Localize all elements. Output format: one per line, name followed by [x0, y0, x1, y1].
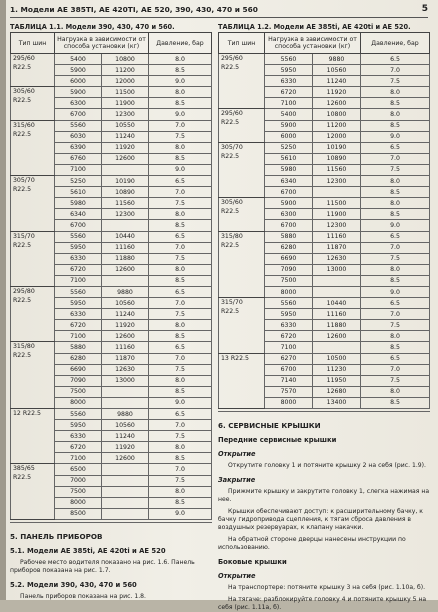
- load-dual-cell: 11500: [313, 198, 361, 209]
- load-single-cell: 6690: [55, 364, 102, 375]
- closing-text-1: Прижмите крышку и закрутите головку 1, слегка нажимая на нее.: [218, 488, 430, 503]
- pressure-cell: 7.0: [149, 464, 212, 475]
- pressure-cell: 8.0: [361, 264, 430, 275]
- load-dual-cell: [102, 220, 149, 231]
- table-row: [219, 298, 430, 309]
- load-dual-cell: [102, 486, 149, 497]
- load-single-cell: 6000: [55, 76, 102, 87]
- pressure-cell: 6.5: [361, 353, 430, 364]
- load-single-cell: 6700: [55, 220, 102, 231]
- load-dual-cell: [313, 187, 361, 198]
- load-dual-cell: 12600: [102, 153, 149, 164]
- pressure-cell: 9.0: [149, 76, 212, 87]
- load-dual-cell: 12600: [313, 98, 361, 109]
- load-dual-cell: 10890: [102, 187, 149, 198]
- load-single-cell: 7100: [55, 453, 102, 464]
- load-single-cell: 6280: [55, 353, 102, 364]
- load-dual-cell: 11560: [102, 198, 149, 209]
- load-dual-cell: 10800: [313, 109, 361, 120]
- pressure-cell: 7.0: [149, 298, 212, 309]
- table1-title: ТАБЛИЦА 1.1. Модели 390, 430, 470 и 560.: [10, 23, 175, 31]
- load-single-cell: 6720: [55, 442, 102, 453]
- tire-type-cell: 295/80 R22.5: [11, 286, 55, 341]
- load-single-cell: 8500: [55, 508, 102, 519]
- section51-heading: 5.1. Модели AE 385ti, AE 420ti и AE 520: [10, 546, 166, 555]
- load-dual-cell: 11920: [102, 442, 149, 453]
- load-dual-cell: 10560: [102, 420, 149, 431]
- pressure-cell: 7.5: [361, 164, 430, 175]
- section5-heading: 5. ПАНЕЛЬ ПРИБОРОВ: [10, 531, 103, 541]
- pressure-cell: 8.5: [149, 386, 212, 397]
- pressure-cell: 8.0: [149, 142, 212, 153]
- opening-text: Открутите головку 1 и потяните крышку 2 на себя (рис. 1.9).: [228, 462, 426, 469]
- load-single-cell: 7100: [265, 98, 313, 109]
- pressure-cell: 7.5: [361, 375, 430, 386]
- running-header: [10, 5, 428, 18]
- table-row: [11, 409, 212, 420]
- opening-heading: Открытие: [218, 450, 256, 458]
- pressure-cell: 7.0: [361, 309, 430, 320]
- pressure-cell: 8.5: [149, 65, 212, 76]
- load-dual-cell: [102, 508, 149, 519]
- load-single-cell: 6330: [55, 431, 102, 442]
- closing-heading: Закрытие: [218, 476, 256, 484]
- load-dual-cell: 11240: [313, 76, 361, 87]
- tire-type-cell: 295/60 R22.5: [219, 109, 265, 142]
- load-dual-cell: 12000: [102, 76, 149, 87]
- load-dual-cell: 9880: [313, 54, 361, 65]
- tire-type-cell: 295/60 R22.5: [219, 54, 265, 109]
- table1-col-pressure: Давление, бар: [149, 33, 212, 54]
- pressure-cell: 8.5: [361, 187, 430, 198]
- load-dual-cell: 11900: [102, 98, 149, 109]
- load-dual-cell: 11920: [102, 142, 149, 153]
- load-single-cell: 5980: [265, 164, 313, 175]
- pressure-cell: 8.0: [149, 209, 212, 220]
- load-dual-cell: 13000: [102, 375, 149, 386]
- pressure-cell: 7.5: [149, 198, 212, 209]
- load-single-cell: 6500: [55, 464, 102, 475]
- pressure-cell: 9.0: [361, 220, 430, 231]
- table-row: [11, 342, 212, 353]
- table1-header-row: [11, 33, 212, 54]
- pressure-cell: 8.0: [149, 54, 212, 65]
- load-single-cell: 5560: [55, 286, 102, 297]
- load-single-cell: 5560: [55, 409, 102, 420]
- table-row: [219, 198, 430, 209]
- load-dual-cell: 9880: [102, 409, 149, 420]
- load-dual-cell: 10440: [313, 298, 361, 309]
- pressure-cell: 9.0: [361, 131, 430, 142]
- load-dual-cell: 12300: [313, 220, 361, 231]
- load-dual-cell: 10890: [313, 153, 361, 164]
- pressure-cell: 7.0: [149, 353, 212, 364]
- pressure-cell: 8.0: [361, 87, 430, 98]
- pressure-cell: 8.5: [149, 497, 212, 508]
- load-single-cell: 6760: [55, 153, 102, 164]
- pressure-cell: 8.5: [149, 453, 212, 464]
- right-column: [218, 22, 430, 612]
- load-single-cell: 6330: [55, 253, 102, 264]
- pressure-cell: 7.5: [149, 364, 212, 375]
- pressure-cell: 8.0: [149, 87, 212, 98]
- load-dual-cell: 11500: [102, 87, 149, 98]
- table-row: [11, 286, 212, 297]
- section51-text: Рабочее место водителя показано на рис. 1.6. Панель приборов показана на рис. 1.7.: [10, 558, 195, 574]
- load-dual-cell: 11240: [102, 131, 149, 142]
- load-single-cell: 5400: [265, 109, 313, 120]
- load-single-cell: 6300: [265, 209, 313, 220]
- load-single-cell: 6300: [55, 98, 102, 109]
- pressure-cell: 9.0: [149, 508, 212, 519]
- load-single-cell: 8000: [265, 286, 313, 297]
- load-single-cell: 7500: [55, 386, 102, 397]
- pressure-cell: 8.0: [149, 375, 212, 386]
- pressure-cell: 8.5: [361, 275, 430, 286]
- load-single-cell: 6720: [55, 264, 102, 275]
- side-covers-heading: Боковые крышки: [218, 558, 287, 566]
- load-dual-cell: 11920: [313, 87, 361, 98]
- load-single-cell: 6000: [265, 131, 313, 142]
- load-dual-cell: 11230: [313, 364, 361, 375]
- closing-text-3: На обратной стороне дверцы нанесены инструкции по использованию.: [218, 536, 406, 551]
- table2-col-pressure: Давление, бар: [361, 33, 430, 54]
- load-single-cell: 5610: [55, 187, 102, 198]
- load-single-cell: 5250: [265, 142, 313, 153]
- header-title: 1. Модели AE 385TI, AE 420TI, AE 520, 390, 430, 470 и 560: [10, 5, 258, 14]
- pressure-cell: 8.5: [361, 120, 430, 131]
- pressure-cell: 8.5: [149, 331, 212, 342]
- table-row: [219, 54, 430, 65]
- side-opening-text-1: На транспортере: потяните крышку 3 на себя (рис. 1.10a, б).: [228, 584, 426, 591]
- load-single-cell: 6720: [265, 331, 313, 342]
- load-single-cell: 7000: [55, 475, 102, 486]
- load-dual-cell: 10190: [313, 142, 361, 153]
- load-single-cell: 5950: [265, 309, 313, 320]
- load-single-cell: 5950: [55, 420, 102, 431]
- load-single-cell: 5900: [265, 198, 313, 209]
- load-dual-cell: [313, 342, 361, 353]
- pressure-cell: 8.5: [361, 342, 430, 353]
- load-single-cell: 5900: [55, 87, 102, 98]
- load-single-cell: 6280: [265, 242, 313, 253]
- pressure-cell: 7.0: [361, 65, 430, 76]
- pressure-cell: 6.5: [149, 409, 212, 420]
- pressure-cell: 7.5: [361, 253, 430, 264]
- side-opening-text-2: На тягаче: разблокируйте головку 4 и потяните крышку 5 на себя (рис. 1.11a, б).: [218, 596, 427, 611]
- table-row: [11, 87, 212, 98]
- load-dual-cell: 11240: [102, 431, 149, 442]
- load-dual-cell: [102, 464, 149, 475]
- pressure-cell: 6.5: [361, 298, 430, 309]
- load-single-cell: 6270: [265, 353, 313, 364]
- load-single-cell: 6330: [55, 309, 102, 320]
- pressure-cell: 6.5: [149, 231, 212, 242]
- load-single-cell: 6690: [265, 253, 313, 264]
- load-dual-cell: 12300: [102, 209, 149, 220]
- load-single-cell: 7090: [265, 264, 313, 275]
- load-single-cell: 5880: [265, 231, 313, 242]
- load-dual-cell: 11900: [313, 209, 361, 220]
- pressure-cell: 7.5: [149, 309, 212, 320]
- load-dual-cell: 11870: [313, 242, 361, 253]
- tire-type-cell: 315/80 R22.5: [219, 231, 265, 298]
- load-single-cell: 6030: [55, 131, 102, 142]
- load-dual-cell: [313, 286, 361, 297]
- load-single-cell: 5900: [265, 120, 313, 131]
- pressure-cell: 7.0: [149, 420, 212, 431]
- pressure-cell: 7.5: [361, 320, 430, 331]
- load-single-cell: 7140: [265, 375, 313, 386]
- pressure-cell: 8.0: [361, 331, 430, 342]
- load-single-cell: 6720: [55, 320, 102, 331]
- load-single-cell: 5560: [265, 298, 313, 309]
- pressure-cell: 8.0: [149, 442, 212, 453]
- pressure-cell: 6.5: [361, 142, 430, 153]
- load-single-cell: 6330: [265, 76, 313, 87]
- pressure-cell: 8.5: [149, 153, 212, 164]
- pressure-cell: 9.0: [361, 286, 430, 297]
- load-single-cell: 8000: [55, 497, 102, 508]
- load-dual-cell: 12600: [313, 331, 361, 342]
- section52-text: Панель приборов показана на рис. 1.8.: [20, 592, 146, 600]
- load-dual-cell: [102, 275, 149, 286]
- side-opening-heading: Открытие: [218, 572, 256, 580]
- load-single-cell: 6700: [55, 109, 102, 120]
- load-dual-cell: 12630: [313, 253, 361, 264]
- section-divider: [10, 522, 212, 523]
- table2-header-row: [219, 33, 430, 54]
- section6-heading: 6. СЕРВИСНЫЕ КРЫШКИ: [218, 421, 321, 430]
- pressure-cell: 7.0: [149, 242, 212, 253]
- tire-type-cell: 315/80 R22.5: [11, 342, 55, 409]
- load-single-cell: 8000: [55, 397, 102, 408]
- load-dual-cell: [102, 164, 149, 175]
- load-single-cell: 8000: [265, 397, 313, 408]
- table1-col-load: Нагрузка в зависимости от способа установки (кг): [55, 33, 149, 54]
- load-single-cell: 5950: [55, 298, 102, 309]
- load-dual-cell: 10800: [102, 54, 149, 65]
- load-single-cell: 7090: [55, 375, 102, 386]
- table-row: [219, 109, 430, 120]
- load-dual-cell: 11560: [313, 164, 361, 175]
- load-dual-cell: [102, 497, 149, 508]
- front-covers-heading: Передние сервисные крышки: [218, 436, 337, 444]
- load-single-cell: 5560: [55, 231, 102, 242]
- tire-type-cell: 295/60 R22.5: [11, 54, 55, 87]
- load-single-cell: 7570: [265, 386, 313, 397]
- pressure-cell: 8.0: [361, 109, 430, 120]
- tire-type-cell: 305/70 R22.5: [11, 176, 55, 231]
- load-single-cell: 5950: [55, 242, 102, 253]
- load-dual-cell: 11870: [102, 353, 149, 364]
- load-dual-cell: 11950: [313, 375, 361, 386]
- load-dual-cell: 10440: [102, 231, 149, 242]
- load-dual-cell: 10560: [102, 298, 149, 309]
- pressure-cell: 7.5: [149, 253, 212, 264]
- pressure-cell: 6.5: [149, 342, 212, 353]
- pressure-cell: 9.0: [149, 109, 212, 120]
- load-single-cell: 5560: [55, 120, 102, 131]
- load-single-cell: 5610: [265, 153, 313, 164]
- left-column: [10, 22, 212, 601]
- load-dual-cell: 12300: [102, 109, 149, 120]
- pressure-cell: 6.5: [361, 54, 430, 65]
- load-dual-cell: 10550: [102, 120, 149, 131]
- tire-type-cell: 305/60 R22.5: [219, 198, 265, 231]
- load-single-cell: 6340: [265, 176, 313, 187]
- table-row: [219, 231, 430, 242]
- pressure-cell: 8.5: [149, 98, 212, 109]
- pressure-cell: 6.5: [149, 176, 212, 187]
- load-dual-cell: 10560: [313, 65, 361, 76]
- load-single-cell: 6700: [265, 364, 313, 375]
- load-dual-cell: 13000: [313, 264, 361, 275]
- load-single-cell: 6390: [55, 142, 102, 153]
- table-row: [11, 120, 212, 131]
- load-dual-cell: 12600: [102, 264, 149, 275]
- load-dual-cell: 11160: [313, 231, 361, 242]
- load-single-cell: 5560: [265, 54, 313, 65]
- table2-col-load: Нагрузка в зависимости от способа установки (кг): [265, 33, 361, 54]
- load-single-cell: 6700: [265, 220, 313, 231]
- load-dual-cell: [313, 275, 361, 286]
- pressure-cell: 8.0: [149, 486, 212, 497]
- document-page: [6, 0, 438, 611]
- load-single-cell: 5250: [55, 176, 102, 187]
- pressure-cell: 7.5: [149, 131, 212, 142]
- pressure-cell: 8.0: [149, 264, 212, 275]
- pressure-cell: 8.0: [361, 176, 430, 187]
- load-single-cell: 7500: [265, 275, 313, 286]
- load-dual-cell: 11160: [102, 242, 149, 253]
- load-single-cell: 7100: [55, 164, 102, 175]
- tire-type-cell: 305/60 R22.5: [11, 87, 55, 120]
- pressure-cell: 7.0: [361, 242, 430, 253]
- pressure-cell: 8.5: [149, 220, 212, 231]
- table-row: [11, 231, 212, 242]
- load-dual-cell: 11200: [102, 65, 149, 76]
- table-row: [11, 176, 212, 187]
- load-single-cell: 7100: [265, 342, 313, 353]
- table2-title: ТАБЛИЦА 1.2. Модели AE 385ti, AE 420ti и AE 520.: [218, 23, 411, 31]
- load-single-cell: 5980: [55, 198, 102, 209]
- pressure-cell: 7.5: [361, 76, 430, 87]
- load-dual-cell: 11240: [102, 309, 149, 320]
- pressure-cell: 9.0: [149, 164, 212, 175]
- load-dual-cell: 11920: [102, 320, 149, 331]
- pressure-cell: 8.5: [361, 98, 430, 109]
- load-dual-cell: [102, 397, 149, 408]
- tire-type-cell: 315/70 R22.5: [219, 298, 265, 353]
- load-dual-cell: 12600: [102, 453, 149, 464]
- load-single-cell: 6720: [265, 87, 313, 98]
- tire-type-cell: 315/60 R22.5: [11, 120, 55, 175]
- pressure-cell: 6.5: [149, 286, 212, 297]
- tire-type-cell: 385/65 R22.5: [11, 464, 55, 519]
- table2-col-tire: Тип шин: [219, 33, 265, 54]
- load-single-cell: 5900: [55, 65, 102, 76]
- pressure-cell: 7.0: [361, 153, 430, 164]
- load-single-cell: 6340: [55, 209, 102, 220]
- tire-type-cell: 12 R22.5: [11, 409, 55, 464]
- load-dual-cell: 9880: [102, 286, 149, 297]
- tire-type-cell: 13 R22.5: [219, 353, 265, 408]
- page-number: 5: [421, 4, 428, 14]
- load-single-cell: 5950: [265, 65, 313, 76]
- load-single-cell: 7500: [55, 486, 102, 497]
- load-dual-cell: 10190: [102, 176, 149, 187]
- closing-text-2: Крышки обеспечивают доступ: к расширительному бачку, к бачку гидропривода сцепления, к тягам сброса давления в воздушных резервуарах, к клапану накачки.: [218, 508, 423, 531]
- load-dual-cell: [102, 386, 149, 397]
- pressure-cell: 7.5: [149, 475, 212, 486]
- table1: [10, 32, 212, 520]
- pressure-cell: 6.5: [361, 231, 430, 242]
- load-dual-cell: 11880: [102, 253, 149, 264]
- pressure-cell: 8.0: [361, 386, 430, 397]
- load-dual-cell: 11160: [102, 342, 149, 353]
- tire-type-cell: 305/70 R22.5: [219, 142, 265, 197]
- table-row: [11, 464, 212, 475]
- load-dual-cell: 11160: [313, 309, 361, 320]
- pressure-cell: 9.0: [149, 397, 212, 408]
- pressure-cell: 7.0: [361, 364, 430, 375]
- table2: [218, 32, 430, 409]
- pressure-cell: 7.0: [149, 120, 212, 131]
- table-row: [11, 54, 212, 65]
- load-dual-cell: 12000: [313, 131, 361, 142]
- section-divider: [218, 411, 430, 412]
- tire-type-cell: 315/70 R22.5: [11, 231, 55, 286]
- load-single-cell: 5400: [55, 54, 102, 65]
- load-single-cell: 6700: [265, 187, 313, 198]
- load-single-cell: 7100: [55, 331, 102, 342]
- load-dual-cell: 13400: [313, 397, 361, 408]
- load-dual-cell: 12600: [102, 331, 149, 342]
- table1-col-tire: Тип шин: [11, 33, 55, 54]
- load-dual-cell: [102, 475, 149, 486]
- pressure-cell: 8.5: [361, 397, 430, 408]
- pressure-cell: 8.0: [149, 320, 212, 331]
- load-single-cell: 7100: [55, 275, 102, 286]
- load-dual-cell: 10500: [313, 353, 361, 364]
- load-dual-cell: 11880: [313, 320, 361, 331]
- pressure-cell: 8.5: [361, 209, 430, 220]
- pressure-cell: 7.5: [149, 431, 212, 442]
- pressure-cell: 7.0: [149, 187, 212, 198]
- load-dual-cell: 12630: [102, 364, 149, 375]
- pressure-cell: 8.5: [149, 275, 212, 286]
- table-row: [219, 142, 430, 153]
- load-dual-cell: 11200: [313, 120, 361, 131]
- section52-heading: 5.2. Модели 390, 430, 470 и 560: [10, 580, 137, 589]
- load-single-cell: 5880: [55, 342, 102, 353]
- table-row: [219, 353, 430, 364]
- load-dual-cell: 12300: [313, 176, 361, 187]
- load-dual-cell: 12680: [313, 386, 361, 397]
- pressure-cell: 8.0: [361, 198, 430, 209]
- load-single-cell: 6330: [265, 320, 313, 331]
